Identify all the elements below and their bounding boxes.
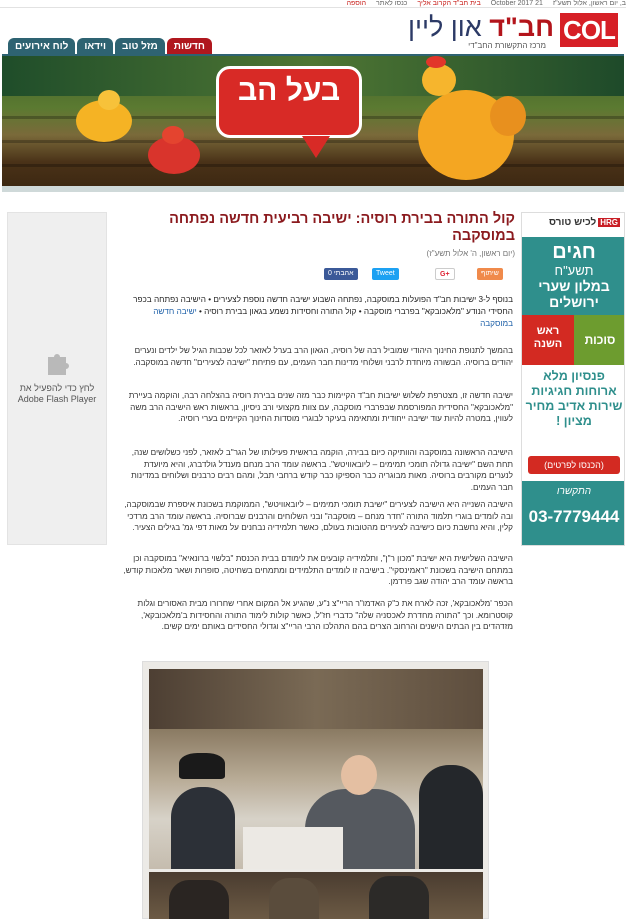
ad-header-block (522, 237, 625, 315)
article-paragraph: הכפר 'מלאכובקא', זכה לארח את כ"ק האדמו"ר הריי"צ נ"ע, שהגיע אל המקום אחרי שחרורו מבית האסורים וגלות קוסטרומא. וכך "התורה מחדרת לאכסניה שלה" כדברי חז"ל, כאשר קולות לימוד התורה והחסידות ב'מלאכובקא', מזדהדים בין הבתים הישנים והרחוב הצרים בהם התהלכו הרבי הריי"צ וגדולי החסידים באותם ימים קשים. (137, 599, 513, 632)
tweet-button[interactable]: Tweet (372, 268, 399, 280)
article-paragraph: הישיבה הראשונה במוסקבה והוותיקה כיום בבירה, הוקמה בראשית פעילותו של הגר"ב לאזאר, לפני כשלושים שנה, תחת השם "ישיבה גדולה תומכי תמימים – ליובאוויטש". בראשה עומד הרב מנחם מענדל גולדברג, והיא מיועדת לנערים מקורבים ברוסיה. מאות מבוגריה כבר הספיקו כבר קודש ברחבי תבל, ומהם רבים כרבנים ושלוחים במדינות חבר העמים. (131, 448, 513, 492)
sidebar-ad[interactable] (521, 212, 625, 546)
col-logo[interactable]: COL (560, 13, 618, 47)
article-paragraph: הישיבה השנייה היא הישיבה לצעירים "ישיבת תומכי תמימים – ליובאוויטש", הממוקמת בשכונת איספרת שבמוסקבה, ובה לומדים בוגרי תלמוד התורה "חדר מנחם – מוסקבה" ובני השלוחים והרבנים שברוסיה. בראשה עומד הרב מרדכי קלין, והיא נחשבת כיום כישיבה לצעירים מהטובות בעולם, כאשר תלמידיה נבחנים על מאות דפי גמ' בגילים הצעיר. (124, 500, 513, 533)
topbar-link-add[interactable]: הוספה (346, 0, 367, 7)
tab-events[interactable]: לוח אירועים (8, 38, 75, 55)
rooster-tail (490, 96, 526, 136)
ad-details-button[interactable]: (הכנסו לפרטים) (528, 456, 620, 474)
site-title[interactable] (408, 12, 554, 42)
photo-student-figure (369, 876, 429, 919)
flash-activate-text[interactable]: לחץ כדי להפעיל את Adobe Flash Player (17, 383, 97, 404)
article-paragraph: הישיבה השלישית היא ישיבת "מכון ר"ן", ותלמידיה קובעים את לימודם בבית הכנסת "בלשוי ברונאיא" במוסקבה וכן במתחם הישיבה בשכונת "ראמינסקי". בישיבה זו לומדים התלמידים ומתמחים בשחיטה, סופרות ושאר מלאכות קודש, בראשה עומד הרב יהודה שגב פרדמן. (123, 554, 513, 587)
site-title-dark: און ליין (407, 12, 490, 42)
header-banner[interactable] (2, 56, 624, 192)
ad-sukkot-badge: סוכות (574, 315, 625, 365)
banner-sign-text: בעל הב (237, 74, 341, 107)
site-subtitle: מרכז התקשורת החב"די (468, 41, 546, 50)
banner-speech-tail (302, 136, 330, 158)
article-lead (120, 294, 513, 330)
article-title: קול התורה בבירת רוסיה: ישיבה רביעית חדשה נפתחה במוסקבה (169, 211, 515, 244)
ad-brand-logo (549, 217, 620, 228)
ad-contact-block (522, 481, 625, 546)
topbar-link-chabad-house[interactable]: בית חב"ד הקרוב אליך (417, 0, 481, 7)
plugin-puzzle-icon (42, 347, 72, 377)
site-title-red: חב"ד (489, 12, 554, 42)
article-photo[interactable] (149, 669, 483, 869)
ad-rosh-hashana-badge: ראש השנה (522, 315, 574, 365)
rooster-comb (426, 56, 446, 68)
photo-background-shelves (149, 669, 483, 729)
facebook-like-button[interactable]: 0 אהבתי (324, 268, 358, 280)
topbar-date-hebrew: ב, יום ראשון, אלול תשע"ז (552, 0, 626, 7)
ad-phone[interactable]: 03-7779444 (528, 507, 620, 526)
tab-video[interactable]: וידאו (77, 38, 113, 55)
tab-mazal-tov[interactable]: מזל טוב (115, 38, 165, 55)
article-paragraph: ישיבה חדשה זו, מצטרפת לשלוש ישיבות חב"ד הקיימות כבר מזה שנים בבירת רוסיה בהצלחה רבה, והוקמה בעיירת "מלאכובקא" החסידית המפורסמת שבפרברי מוסקבה, עם צוות מקצועי ורב ניסיון, בראשות ראש הישיבה הרב משה לעווין, במטרה להיות עוד ישיבה ייחודית ומתאימה בעיקר לבוגרי מוסדות החינוך הקיימים בערי רוסיה. (128, 391, 513, 424)
ad-title: חגים (552, 241, 596, 263)
photo-student-figure (169, 880, 229, 919)
banner-bottom-strip (2, 186, 624, 192)
topbar-date: 21 October 2017 (490, 0, 543, 7)
banner-plank-line (2, 164, 624, 167)
photo-student-face (341, 755, 377, 795)
article-lead-text: בנוסף ל-3 ישיבות חב"ד הפועלות במוסקבה, נפתחה השבוע ישיבה חדשה נוספת לצעירים • הישיבה נפתחה בכפר החסידי הנודע "מלאכובקא" בפרברי מוסקבה • קול התורה וחסידות נשמע בגאון בבירת רוסיה • (133, 295, 513, 316)
top-info-bar (0, 0, 626, 8)
photo-student-figure (269, 878, 319, 919)
google-plus-button[interactable]: G+ (435, 268, 455, 280)
share-print-button[interactable]: שיתוף (477, 268, 503, 280)
ad-brand-name: לכיש טורס (548, 217, 597, 228)
tab-news[interactable]: חדשות (167, 38, 212, 55)
article-tag-link[interactable]: ישיבה חדשה במוסקבה (153, 307, 513, 328)
article-date: (יום ראשון, ה' אלול תשע"ז) (426, 249, 515, 258)
hen-head (162, 126, 184, 144)
flash-placeholder[interactable] (7, 212, 107, 545)
chick-head (98, 90, 120, 110)
photo-table (243, 827, 343, 869)
photo-hat (179, 753, 225, 779)
ad-hotel: במלון שערי ירושלים (538, 278, 610, 310)
photo-student-figure (419, 765, 483, 869)
article-paragraph: בהמשך לתנופת החינוך היהודי שמוביל רבה של רוסיה, הגאון הרב בערל לאזאר לכל שכבות הגיל של ילדים ונערים יהודים ברוסיה. הבשורה מיוחדת לרבני ושלוחי מדינות חבר העמים, עם פתיחת "ישיבה לצעירים" חדשה במוסקבה. (133, 346, 513, 367)
topbar-link-enter[interactable]: כנסו לאתר (376, 0, 408, 7)
photo-student-figure (171, 787, 235, 869)
ad-year: תשע"ח (554, 263, 594, 278)
ad-call-text: התקשרו (556, 486, 592, 497)
ad-brand-tag: HRG (600, 218, 618, 227)
rooster-head (422, 64, 456, 96)
nav-tabs (8, 38, 212, 55)
article-photo-second[interactable] (149, 872, 483, 919)
ad-features: פנסיון מלא ארוחות חגיגיות שירות אדיב מחיר מציון ! (525, 369, 623, 428)
